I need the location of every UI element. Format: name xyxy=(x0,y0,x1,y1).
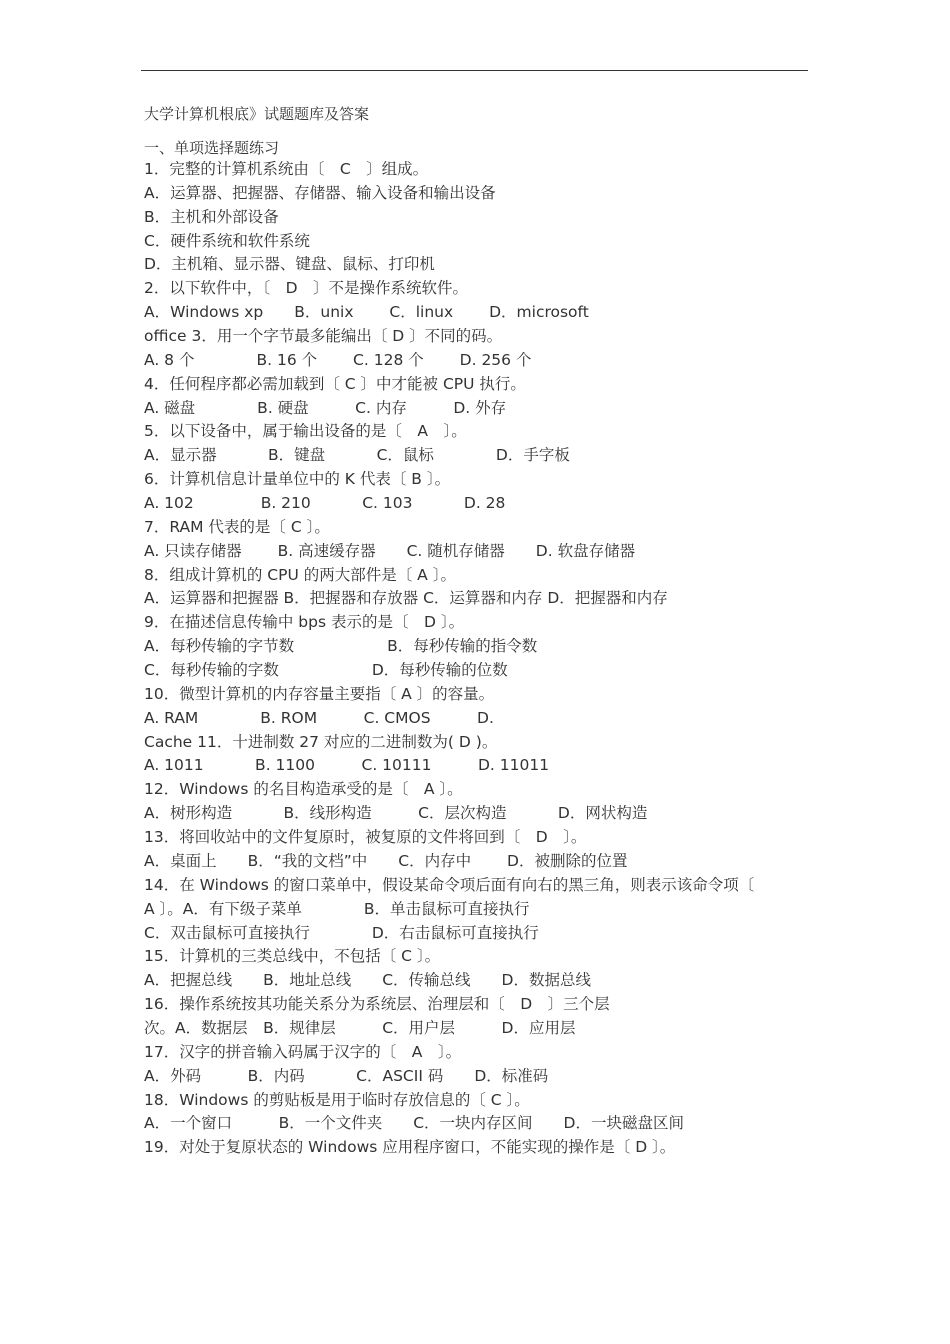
text-line: A. 磁盘 B. 硬盘 C. 内存 D. 外存 xyxy=(144,398,507,417)
text-line: office 3．用一个字节最多能编出〔 D 〕不同的码。 xyxy=(144,327,503,346)
text-line: 1．完整的计算机系统由〔 C 〕组成。 xyxy=(144,160,429,178)
text-line: A．运算器、把握器、存储器、输入设备和输出设备 xyxy=(144,183,496,202)
text-line: A．一个窗口 B．一个文件夹 C．一块内存区间 D．一块磁盘区间 xyxy=(144,1114,684,1133)
text-line: 19．对处于复原状态的 Windows 应用程序窗口，不能实现的操作是〔 D 〕。 xyxy=(144,1138,676,1157)
text-line: A. 102 B. 210 C. 103 D. 28 xyxy=(144,494,506,513)
text-line: 18．Windows 的剪贴板是用于临时存放信息的〔 C 〕。 xyxy=(144,1090,530,1109)
text-line: A．运算器和把握器 B．把握器和存放器 C．运算器和内存 D．把握器和内存 xyxy=(144,589,668,608)
text-line: A．外码 B．内码 C．ASCII 码 D．标准码 xyxy=(144,1066,549,1085)
header-rule xyxy=(141,70,808,71)
text-line: D．主机箱、显示器、键盘、鼠标、打印机 xyxy=(144,255,435,274)
text-line: 13．将回收站中的文件复原时，被复原的文件将回到〔 D 〕。 xyxy=(144,828,587,847)
text-line: 4．任何程序都必需加载到〔 C 〕中才能被 CPU 执行。 xyxy=(144,374,526,393)
text-line: 12．Windows 的名目构造承受的是〔 A 〕。 xyxy=(144,780,463,799)
text-line: A. 1011 B. 1100 C. 10111 D. 11011 xyxy=(144,756,550,775)
question-list xyxy=(144,138,814,1160)
text-line: 6．计算机信息计量单位中的 K 代表〔 B 〕。 xyxy=(144,470,451,489)
text-line: 9．在描述信息传输中 bps 表示的是〔 D 〕。 xyxy=(144,613,465,632)
text-line: 17．汉字的拼音输入码属于汉字的〔 A 〕。 xyxy=(144,1042,462,1061)
text-line: A．桌面上 B．“我的文档”中 C．内存中 D．被删除的位置 xyxy=(144,851,628,870)
question-lines xyxy=(144,158,814,1160)
text-line: A．显示器 B．键盘 C．鼠标 D．手字板 xyxy=(144,446,570,465)
text-line: A．每秒传输的字节数 B．每秒传输的指令数 xyxy=(144,637,538,656)
section-heading: 一、单项选择题练习 xyxy=(144,139,280,157)
text-line: 16．操作系统按其功能关系分为系统层、治理层和〔 D 〕三个层 xyxy=(144,995,610,1014)
text-line: A．Windows xp B．unix C．linux D．microsoft xyxy=(144,303,589,322)
text-line: 8．组成计算机的 CPU 的两大部件是〔 A 〕。 xyxy=(144,565,456,584)
text-line: 10．微型计算机的内存容量主要指〔 A 〕的容量。 xyxy=(144,684,495,703)
text-line: C．每秒传输的字数 D．每秒传输的位数 xyxy=(144,661,508,680)
text-line: 7．RAM 代表的是〔 C 〕。 xyxy=(144,517,330,536)
text-line: A 〕。A．有下级子菜单 B．单击鼠标可直接执行 xyxy=(144,899,530,918)
text-line: 2．以下软件中，〔 D 〕不是操作系统软件。 xyxy=(144,279,469,298)
text-line: 5．以下设备中，属于输出设备的是〔 A 〕。 xyxy=(144,422,467,441)
text-line: 15．计算机的三类总线中，不包括〔 C 〕。 xyxy=(144,947,441,966)
text-line: 次。A．数据层 B．规律层 C．用户层 D．应用层 xyxy=(144,1018,576,1037)
text-line: A．把握总线 B．地址总线 C．传输总线 D．数据总线 xyxy=(144,971,591,990)
text-line: A. 只读存储器 B. 高速缓存器 C. 随机存储器 D. 软盘存储器 xyxy=(144,541,636,560)
text-line: Cache 11．十进制数 27 对应的二进制数为( D )。 xyxy=(144,732,498,751)
text-line: 14．在 Windows 的窗口菜单中，假设某命令项后面有向右的黑三角，则表示该命令项〔 xyxy=(144,875,755,894)
text-line: A．树形构造 B．线形构造 C．层次构造 D．网状构造 xyxy=(144,804,648,823)
document-title: 大学计算机根底》试题题库及答案 xyxy=(144,105,370,123)
text-line: C．硬件系统和软件系统 xyxy=(144,231,310,250)
text-line: A. 8 个 B. 16 个 C. 128 个 D. 256 个 xyxy=(144,350,532,369)
text-line: C．双击鼠标可直接执行 D．右击鼠标可直接执行 xyxy=(144,923,539,942)
text-line: B．主机和外部设备 xyxy=(144,207,279,226)
text-line: A. RAM B. ROM C. CMOS D. xyxy=(144,708,494,727)
